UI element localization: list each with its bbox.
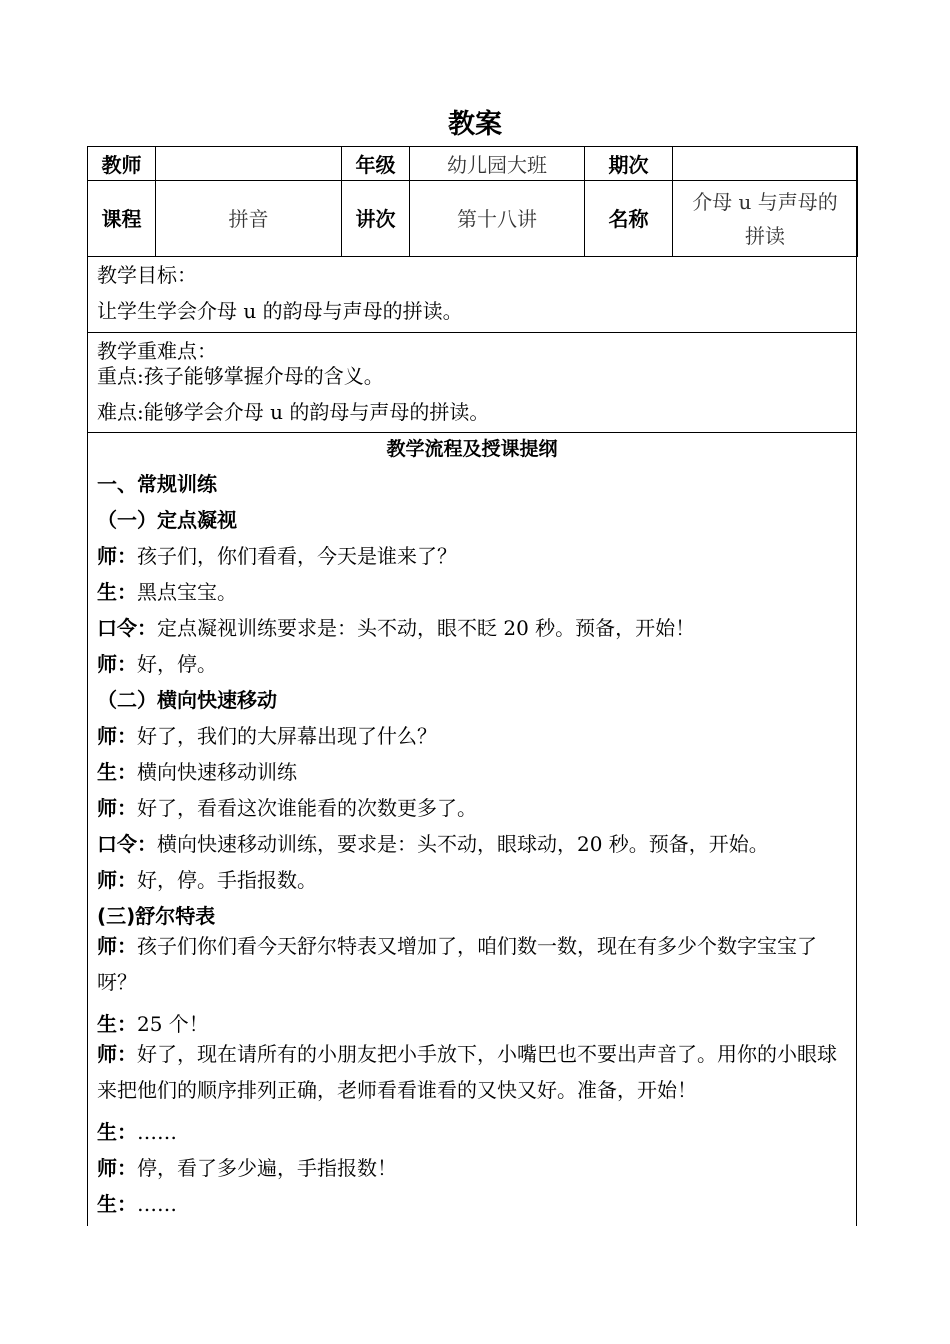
speaker-label: 师：	[97, 544, 137, 568]
speaker-label: 师：	[97, 796, 137, 820]
lecture-value: 第十八讲	[410, 181, 585, 257]
dialogue-text: 横向快速移动训练，要求是：头不动，眼球动，20 秒。预备，开始。	[157, 832, 769, 856]
name-value-line2: 拼读	[745, 223, 785, 248]
dialogue-line	[97, 576, 849, 605]
dialogue-text: 停，看了多少遍，手指报数！	[137, 1156, 397, 1180]
speaker-label: 口令：	[97, 832, 157, 856]
dialogue-line	[97, 648, 849, 677]
dialogue-text: 好了，现在请所有的小朋友把小手放下，小嘴巴也不要出声音了。用你的小眼球来把他们的顺序排列正确，老师看看谁看的又快又好。准备，开始！	[97, 1042, 837, 1102]
dialogue-line	[97, 1036, 849, 1108]
speaker-label: 生：	[97, 1192, 137, 1216]
speaker-label: 师：	[97, 724, 137, 748]
speaker-label: 师：	[97, 1156, 137, 1180]
dialogue-text: 好，停。	[137, 652, 217, 676]
dialogue-text: 孩子们你们看今天舒尔特表又增加了，咱们数一数，现在有多少个数字宝宝了呀？	[97, 934, 817, 994]
page-title: 教案	[448, 109, 502, 140]
goal-text: 让学生学会介母 u 的韵母与声母的拼读。	[97, 299, 463, 323]
difficult-point-text: 难点:能够学会介母 u 的韵母与声母的拼读。	[97, 400, 490, 424]
info-table	[87, 146, 858, 257]
dialogue-text: 好了，我们的大屏幕出现了什么？	[137, 724, 437, 748]
course-value: 拼音	[156, 181, 342, 257]
dialogue-line	[97, 540, 849, 569]
lecture-label: 讲次	[342, 181, 410, 257]
grade-value: 幼儿园大班	[410, 147, 585, 181]
dialogue-line	[97, 828, 849, 857]
teaching-goal-section	[88, 257, 856, 333]
dialogue-line	[97, 1008, 849, 1037]
speaker-label: 生：	[97, 580, 137, 604]
flow-title: 教学流程及授课提纲	[386, 438, 558, 460]
dialogue-line	[97, 720, 849, 749]
flow-heading: （二）横向快速移动	[97, 688, 277, 712]
dialogue-text: 好，停。手指报数。	[137, 868, 317, 892]
speaker-label: 生：	[97, 760, 137, 784]
dialogue-text: ……	[137, 1192, 177, 1216]
dialogue-line	[97, 1152, 849, 1181]
speaker-label: 口令：	[97, 616, 157, 640]
period-label: 期次	[585, 147, 673, 181]
flow-heading: 一、常规训练	[97, 472, 217, 496]
name-value-line1: 介母 u 与声母的	[692, 189, 838, 214]
goal-label: 教学目标：	[97, 263, 197, 287]
speaker-label: 师：	[97, 934, 137, 958]
key-points-label: 教学重难点：	[97, 339, 217, 363]
dialogue-text: 25 个！	[137, 1012, 209, 1036]
dialogue-text: 好了，看看这次谁能看的次数更多了。	[137, 796, 477, 820]
dialogue-line	[97, 1188, 849, 1217]
flow-heading: (三)舒尔特表	[97, 904, 216, 928]
speaker-label: 师：	[97, 1042, 137, 1066]
dialogue-line	[97, 864, 849, 893]
name-label: 名称	[585, 181, 673, 257]
dialogue-line	[97, 928, 849, 1000]
speaker-label: 师：	[97, 868, 137, 892]
name-value	[673, 181, 858, 257]
dialogue-text: ……	[137, 1120, 177, 1144]
dialogue-text: 横向快速移动训练	[137, 760, 297, 784]
speaker-label: 生：	[97, 1120, 137, 1144]
dialogue-line	[97, 612, 849, 641]
grade-label: 年级	[342, 147, 410, 181]
dialogue-line	[97, 1116, 849, 1145]
course-label: 课程	[88, 181, 156, 257]
dialogue-line	[97, 756, 849, 785]
teacher-value	[156, 147, 342, 181]
teacher-label: 教师	[88, 147, 156, 181]
flow-heading: （一）定点凝视	[97, 508, 237, 532]
period-value	[673, 147, 858, 181]
speaker-label: 生：	[97, 1012, 137, 1036]
dialogue-text: 黑点宝宝。	[137, 580, 237, 604]
dialogue-line	[97, 792, 849, 821]
key-points-section	[88, 333, 856, 433]
speaker-label: 师：	[97, 652, 137, 676]
dialogue-text: 定点凝视训练要求是：头不动，眼不眨 20 秒。预备，开始！	[157, 616, 696, 640]
dialogue-text: 孩子们，你们看看，今天是谁来了？	[137, 544, 457, 568]
key-point-text: 重点:孩子能够掌握介母的含义。	[97, 364, 384, 388]
